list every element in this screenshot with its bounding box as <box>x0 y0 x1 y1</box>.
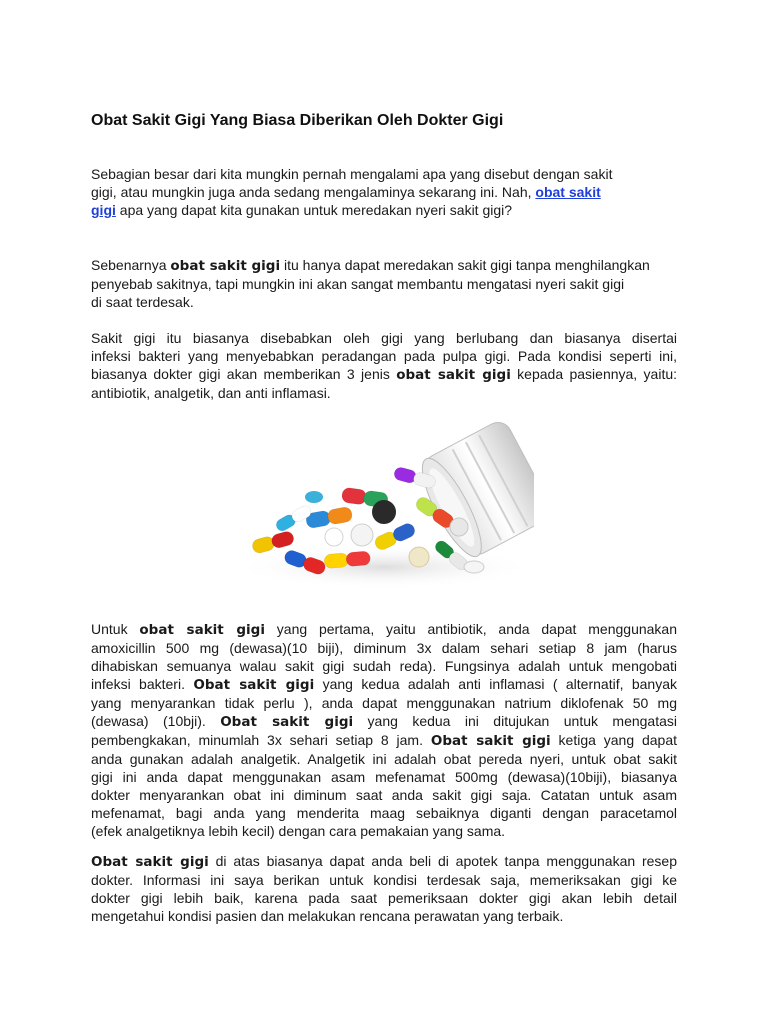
keyword-bold: obat sakit gigi <box>396 367 511 383</box>
text-line: gigi ini anda dapat menggunakan asam mefenamat 500mg (dewasa)(10biji), biasanya <box>91 769 677 785</box>
obat-sakit-gigi-link[interactable]: obat sakit <box>535 184 601 200</box>
obat-sakit-gigi-link-cont[interactable]: gigi <box>91 202 116 218</box>
keyword-bold: obat sakit gigi <box>170 258 281 274</box>
text-line <box>91 620 677 639</box>
keyword-bold: Obat sakit gigi <box>91 854 209 870</box>
text-line: antibiotik, analgetik, dan anti inflamasi. <box>91 385 331 401</box>
text-fragment: itu hanya dapat meredakan sakit gigi tanpa menghilangkan <box>280 257 650 273</box>
paragraph-jenis-obat <box>91 620 677 840</box>
text-line: Sebagian besar dari kita mungkin pernah mengalami apa yang disebut dengan sakit <box>91 166 613 182</box>
text-line: mefenamat, bagi anda yang menderita maag sebaiknya diganti dengan paracetamol <box>91 805 677 821</box>
text-line: Sakit gigi itu biasanya disebabkan oleh gigi yang berlubang dan biasanya disertai <box>91 330 677 346</box>
text-line: mengetahui kondisi pasien dan melakukan rencana perawatan yang terbaik. <box>91 908 564 924</box>
text-fragment: yang kedua ini ditujukan untuk mengatasi <box>353 713 678 729</box>
text-line: di saat terdesak. <box>91 294 194 310</box>
paragraph-penutup <box>91 852 677 925</box>
text-line: amoxicillin 500 mg (dewasa)(10 biji), diminum 3x dalam sehari setiap 8 jam (harus <box>91 640 677 656</box>
text-line: infeksi bakteri yang menyebabkan peradangan pada pulpa gigi. Pada kondisi seperti ini, <box>91 348 677 364</box>
text-line: dokter menyarankan obat ini diminum saat anda sakit gigi saja. Catatan untuk asam <box>91 787 677 803</box>
text-line <box>91 712 677 731</box>
text-line: dokter gigi lebih baik, karena pada saat pemeriksaan dokter gigi akan lebih detail <box>91 890 677 906</box>
text-line <box>91 183 677 201</box>
keyword-bold: Obat sakit gigi <box>430 733 551 749</box>
keyword-bold: obat sakit gigi <box>139 622 265 638</box>
paragraph-intro <box>91 165 677 219</box>
text-fragment: kepada pasiennya, yaitu: <box>510 366 678 382</box>
text-fragment: pembengkakan, minumlah 3x sehari setiap 8 jam. <box>91 732 431 748</box>
pills-image <box>234 417 534 587</box>
text-line <box>91 256 677 275</box>
text-line <box>91 365 677 384</box>
text-line <box>91 675 677 694</box>
text-line: (efek analgetiknya lebih kecil) dengan cara pemakaian yang sama. <box>91 823 506 839</box>
paragraph-sebenarnya <box>91 256 677 311</box>
text-line <box>91 852 677 871</box>
text-line: yang menyarankan tidak perlu ), anda dapat menggunakan natrium diklofenak 50 mg <box>91 695 677 711</box>
text-fragment: yang kedua adalah anti inflamasi ( alternatif, banyak <box>314 676 678 692</box>
text-line <box>91 731 677 750</box>
text-fragment: Sebenarnya <box>91 257 171 273</box>
paragraph-penyebab <box>91 329 677 402</box>
text-line: anda gunakan adalah analgetik. Analgetik ini adalah obat pereda nyeri, untuk obat sakit <box>91 751 677 767</box>
text-fragment: (dewasa) (10bji). <box>91 713 221 729</box>
keyword-bold: Obat sakit gigi <box>193 677 315 693</box>
text-line: penyebab sakitnya, tapi mungkin ini akan sangat membantu mengatasi nyeri sakit gigi <box>91 276 625 292</box>
text-fragment: yang pertama, yaitu antibiotik, anda dapat menggunakan <box>264 621 677 637</box>
text-fragment: gigi, atau mungkin juga anda sedang mengalaminya sekarang ini. Nah, <box>91 184 536 200</box>
text-line: dihabiskan semuanya walau sakit gigi sudah reda). Fungsinya adalah untuk mengobati <box>91 658 677 674</box>
text-fragment: Untuk <box>91 621 140 637</box>
text-line <box>91 201 677 219</box>
text-fragment: infeksi bakteri. <box>91 676 194 692</box>
text-fragment: di atas biasanya dapat anda beli di apotek tanpa menggunakan resep <box>208 853 678 869</box>
pills-illustration <box>234 417 534 587</box>
article-title: Obat Sakit Gigi Yang Biasa Diberikan Oleh Dokter Gigi <box>91 112 504 129</box>
text-fragment: ketiga yang dapat <box>550 732 677 748</box>
text-line: dokter. Informasi ini saya berikan untuk kondisi terdesak saja, memeriksakan gigi ke <box>91 872 677 888</box>
text-fragment: biasanya dokter gigi akan memberikan 3 jenis <box>91 366 397 382</box>
keyword-bold: Obat sakit gigi <box>220 714 354 730</box>
text-fragment: apa yang dapat kita gunakan untuk meredakan nyeri sakit gigi? <box>115 202 513 218</box>
